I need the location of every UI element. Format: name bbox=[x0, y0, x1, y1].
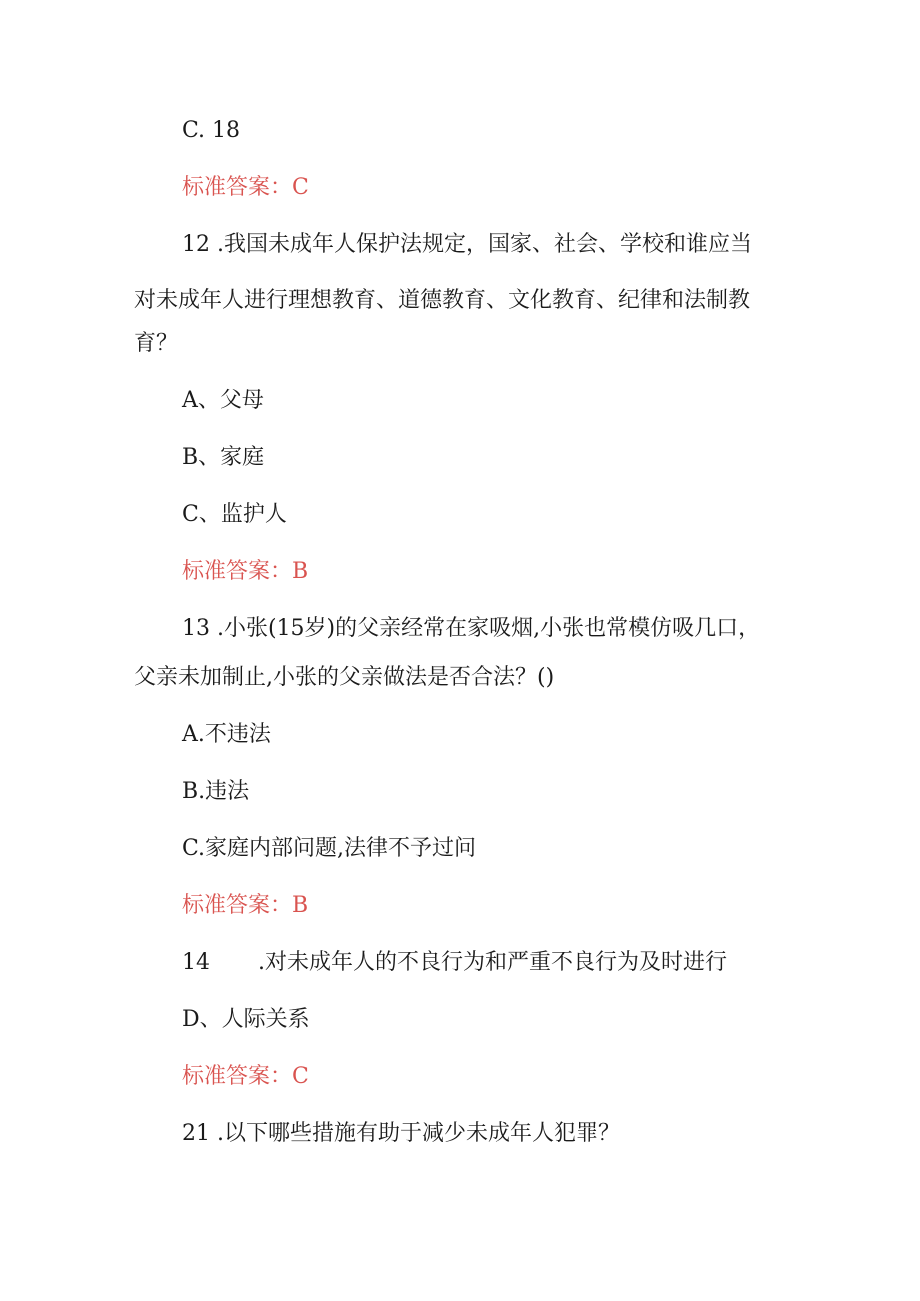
q13-option-c: C.家庭内部问题,法律不予过问 bbox=[182, 836, 477, 861]
q12-question-line2: 对未成年人进行理想教育、道德教育、文化教育、纪律和法制教 bbox=[134, 288, 751, 313]
q14-question: .对未成年人的不良行为和严重不良行为及时进行 bbox=[258, 950, 727, 975]
q11-option-c: C. 18 bbox=[182, 118, 241, 143]
q13-option-b: B.违法 bbox=[182, 779, 250, 804]
q13-option-a: A.不违法 bbox=[182, 722, 271, 747]
q12-question-line3: 育？ bbox=[134, 331, 179, 356]
q11-answer: 标准答案：C bbox=[182, 175, 309, 200]
q12-option-c: C、监护人 bbox=[182, 502, 287, 527]
q14-option-d: D、人际关系 bbox=[182, 1007, 310, 1032]
q13-question-line2: 父亲未加制止,小张的父亲做法是否合法？() bbox=[134, 665, 555, 690]
q13-answer: 标准答案：B bbox=[182, 893, 309, 918]
q14-number: 14 bbox=[182, 950, 210, 975]
q12-option-a: A、父母 bbox=[182, 388, 264, 413]
q14-answer: 标准答案：C bbox=[182, 1064, 309, 1089]
q12-question-line1: 12 .我国未成年人保护法规定，国家、社会、学校和谁应当 bbox=[182, 232, 752, 257]
q12-answer: 标准答案：B bbox=[182, 559, 309, 584]
q13-question-line1: 13 .小张(15岁)的父亲经常在家吸烟,小张也常模仿吸几口， bbox=[182, 616, 761, 641]
q12-option-b: B、家庭 bbox=[182, 445, 265, 470]
q21-question: 21 .以下哪些措施有助于减少未成年人犯罪？ bbox=[182, 1121, 620, 1146]
